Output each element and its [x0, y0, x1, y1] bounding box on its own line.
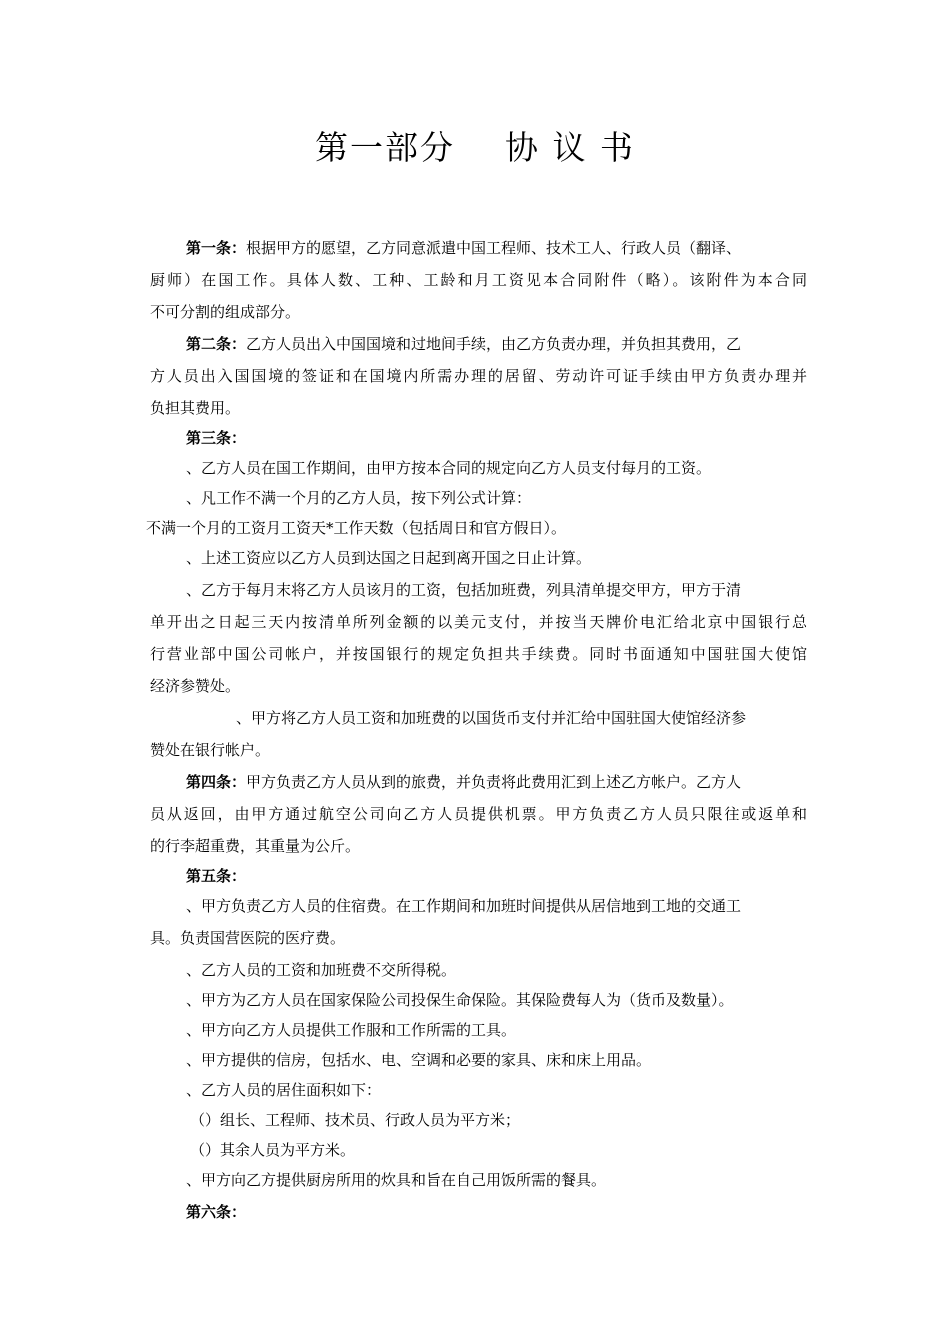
- article-heading: 第一条：: [186, 239, 247, 257]
- paragraph-line: 的行李超重费，其重量为公斤。: [150, 837, 361, 855]
- paragraph-line: 单开出之日起三天内按清单所列金额的以美元支付，并按当天牌价电汇给北京中国银行总: [150, 613, 807, 631]
- paragraph-line: 员从返回，由甲方通过航空公司向乙方人员提供机票。甲方负责乙方人员只限往或返单和: [150, 805, 807, 823]
- paragraph-line: 第一条：根据甲方的愿望，乙方同意派遣中国工程师、技术工人、行政人员（翻译、: [186, 239, 742, 257]
- paragraph-line: 、凡工作不满一个月的乙方人员，按下列公式计算：: [186, 489, 532, 507]
- paragraph-line: 、乙方于每月末将乙方人员该月的工资，包括加班费，列具清单提交甲方，甲方于清: [186, 581, 742, 599]
- paragraph-line: （）组长、工程师、技术员、行政人员为平方米；: [190, 1111, 521, 1129]
- paragraph-line: 厨师）在国工作。具体人数、工种、工龄和月工资见本合同附件（略）。该附件为本合同: [150, 271, 807, 289]
- paragraph-line: 、乙方人员的居住面积如下：: [186, 1081, 382, 1099]
- paragraph-line: 、甲方负责乙方人员的住宿费。在工作期间和加班时间提供从居信地到工地的交通工: [186, 897, 742, 915]
- paragraph-line: 行营业部中国公司帐户，并按国银行的规定负担共手续费。同时书面通知中国驻国大使馆: [150, 645, 807, 663]
- formula-line: 不满一个月的工资月工资天*工作天数（包括周日和官方假日）。: [146, 519, 567, 537]
- paragraph-line: 、甲方将乙方人员工资和加班费的以国货币支付并汇给中国驻国大使馆经济参: [236, 709, 747, 727]
- paragraph-line: 第四条：甲方负责乙方人员从到的旅费，并负责将此费用汇到上述乙方帐户。乙方人: [186, 773, 742, 791]
- paragraph-line: 方人员出入国国境的签证和在国境内所需办理的居留、劳动许可证手续由甲方负责办理并: [150, 367, 807, 385]
- paragraph-line: 、乙方人员的工资和加班费不交所得税。: [186, 961, 457, 979]
- document-title: 第一部分 协 议 书: [315, 128, 635, 167]
- paragraph-line: 经济参赞处。: [150, 677, 241, 695]
- paragraph-line: 第二条：乙方人员出入中国国境和过地间手续，由乙方负责办理，并负担其费用，乙: [186, 335, 742, 353]
- paragraph-line: 、甲方向乙方人员提供工作服和工作所需的工具。: [186, 1021, 517, 1039]
- article-heading: 第四条：: [186, 773, 247, 791]
- paragraph-line: 、甲方为乙方人员在国家保险公司投保生命保险。其保险费每人为（货币及数量）。: [186, 991, 734, 1009]
- article-heading: 第二条：: [186, 335, 247, 353]
- article-heading: 第六条：: [186, 1203, 247, 1221]
- article-heading: 第三条：: [186, 429, 247, 447]
- article-heading: 第五条：: [186, 867, 247, 885]
- paragraph-line: （）其余人员为平方米。: [190, 1141, 356, 1159]
- paragraph-line: 具。负责国营医院的医疗费。: [150, 929, 346, 947]
- paragraph-line: 、甲方提供的信房，包括水、电、空调和必要的家具、床和床上用品。: [186, 1051, 652, 1069]
- paragraph-line: 不可分割的组成部分。: [150, 303, 301, 321]
- paragraph-line: 赞处在银行帐户。: [150, 741, 271, 759]
- paragraph-line: 、甲方向乙方提供厨房所用的炊具和旨在自己用饭所需的餐具。: [186, 1171, 607, 1189]
- paragraph-line: 负担其费用。: [150, 399, 241, 417]
- paragraph-line: 、乙方人员在国工作期间，由甲方按本合同的规定向乙方人员支付每月的工资。: [186, 459, 712, 477]
- paragraph-line: 、上述工资应以乙方人员到达国之日起到离开国之日止计算。: [186, 549, 592, 567]
